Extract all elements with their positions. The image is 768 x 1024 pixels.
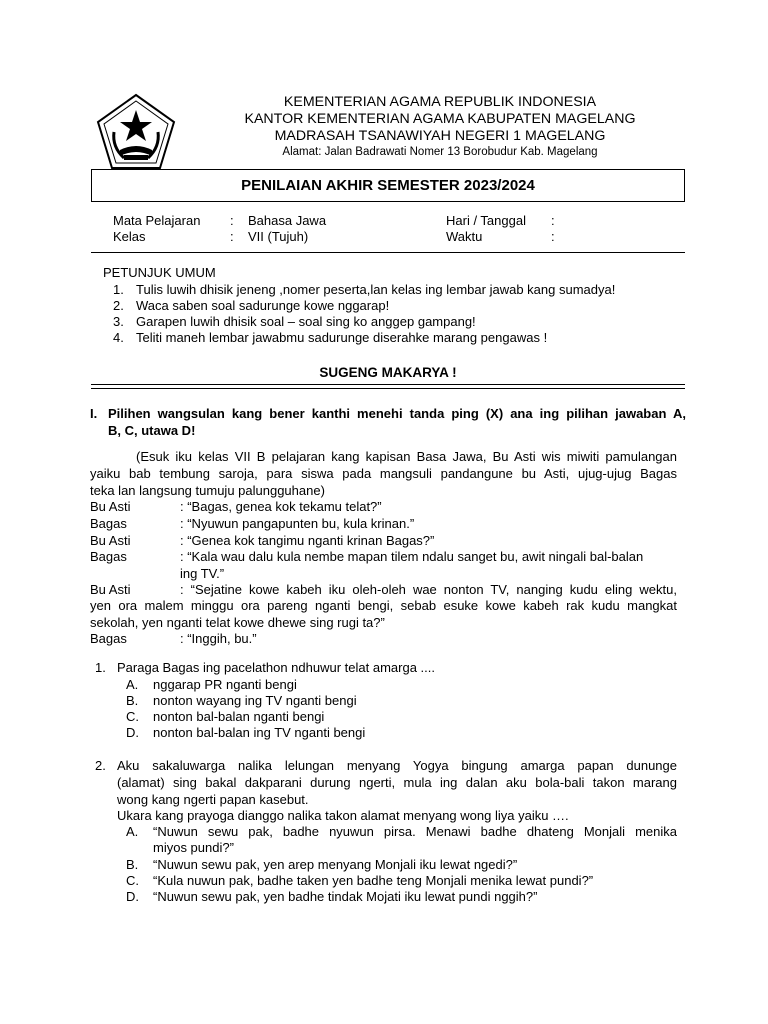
time-label: Waktu (446, 229, 483, 244)
instruction-num: 4. (113, 330, 124, 345)
day-colon: : (551, 213, 555, 228)
option-letter: C. (126, 709, 139, 724)
option-text: “Nuwun sewu pak, yen badhe tindak Mojati iku lewat pundi nggih?” (153, 889, 538, 904)
dialog-line: : “Inggih, bu.” (180, 631, 257, 646)
dialog-line: : “Kala wau dalu kula nembe mapan tilem ndalu sanget bu, awit ningali bal-balan (180, 549, 644, 564)
option-text: nonton bal-balan ing TV nganti bengi (153, 725, 366, 740)
instruction-item: Tulis luwih dhisik jeneng ,nomer peserta,lan kelas ing lembar jawab kang sumadya! (136, 282, 616, 297)
dialog-speaker: Bu Asti (90, 499, 131, 514)
option-letter: B. (126, 857, 139, 872)
dialog-line-cont: yen ora malem minggu ora pareng nganti bengi, sebab esuke kowe kabeh rak kudu mangkat (90, 598, 677, 613)
dialog-line-cont: ing TV.” (180, 566, 225, 581)
option-text: “Kula nuwun pak, badhe taken yen badhe teng Monjali menika lewat pundi?” (153, 873, 594, 888)
greeting-divider-top (91, 384, 685, 385)
story-paragraph: yaiku bab tembung saroja, para siswa pada mangsuli pandangune bu Asti, ujug-ujug Bagas (90, 466, 677, 481)
instruction-item: Teliti maneh lembar jawabmu sadurunge diserahke marang pengawas ! (136, 330, 548, 345)
option-letter: D. (126, 725, 139, 740)
dialog-speaker: Bagas (90, 549, 127, 564)
dialog-line: : “Bagas, genea kok tekamu telat?” (180, 499, 382, 514)
header-school: MADRASAH TSANAWIYAH NEGERI 1 MAGELANG (274, 128, 606, 144)
option-letter: B. (126, 693, 139, 708)
kemenag-emblem-icon (94, 92, 178, 172)
dialog-line: : “Sejatine kowe kabeh iku oleh-oleh wae nonton TV, nanging kudu eling wektu, (180, 582, 677, 597)
question-text: Aku sakaluwarga nalika lelungan menyang Yogya bingung amarga papan dununge (117, 758, 677, 773)
dialog-speaker: Bagas (90, 631, 127, 646)
instruction-num: 1. (113, 282, 124, 297)
question-number: 1. (95, 660, 106, 675)
header-address: Alamat: Jalan Badrawati Nomer 13 Borobudur Kab. Magelang (282, 146, 598, 158)
question-text: Ukara kang prayoga dianggo nalika takon alamat menyang wong liya yaiku …. (117, 808, 569, 823)
instructions-title: PETUNJUK UMUM (103, 265, 216, 280)
instruction-item: Garapen luwih dhisik soal – soal sing ko anggep gampang! (136, 314, 476, 329)
option-letter: A. (126, 824, 139, 839)
section-instruction-cont: B, C, utawa D! (108, 423, 196, 438)
exam-title: PENILAIAN AKHIR SEMESTER 2023/2024 (91, 169, 685, 202)
story-paragraph: (Esuk iku kelas VII B pelajaran kang kapisan Basa Jawa, Bu Asti wis miwiti pamulangan (136, 449, 677, 464)
option-letter: C. (126, 873, 139, 888)
dialog-speaker: Bu Asti (90, 582, 131, 597)
greeting-divider-bottom (91, 388, 685, 389)
subject-colon: : (230, 213, 234, 228)
option-text-cont: miyos pundi?” (153, 840, 234, 855)
instruction-num: 3. (113, 314, 124, 329)
class-value: VII (Tujuh) (248, 229, 309, 244)
option-letter: A. (126, 677, 139, 692)
story-paragraph: teka lan langsung tumuju palungguhane) (90, 483, 325, 498)
class-colon: : (230, 229, 234, 244)
greeting: SUGENG MAKARYA ! (319, 365, 457, 380)
question-text: (alamat) sing bakal dakparani durung ngerti, mula ing dalan aku bola-bali takon marang (117, 775, 677, 790)
instruction-item: Waca saben soal sadurunge kowe nggarap! (136, 298, 390, 313)
option-text: “Nuwun sewu pak, yen arep menyang Monjali iku lewat ngedi?” (153, 857, 518, 872)
section-number: I. (90, 406, 98, 421)
dialog-line-cont: sekolah, yen nganti telat kowe dhewe sing rugi ta?” (90, 615, 385, 630)
option-text: “Nuwun sewu pak, badhe nyuwun pirsa. Menawi badhe dhateng Monjali menika (153, 824, 677, 839)
subject-value: Bahasa Jawa (248, 213, 327, 228)
option-text: nonton wayang ing TV nganti bengi (153, 693, 357, 708)
time-colon: : (551, 229, 555, 244)
option-text: nggarap PR nganti bengi (153, 677, 297, 692)
dialog-speaker: Bu Asti (90, 533, 131, 548)
question-text: Paraga Bagas ing pacelathon ndhuwur telat amarga .... (117, 660, 435, 675)
question-text: wong kang ngerti papan kasebut. (117, 792, 309, 807)
dialog-line: : “Nyuwun pangapunten bu, kula krinan.” (180, 516, 415, 531)
question-number: 2. (95, 758, 106, 773)
class-label: Kelas (113, 229, 146, 244)
option-letter: D. (126, 889, 139, 904)
meta-divider (91, 252, 685, 253)
section-instruction: Pilihen wangsulan kang bener kanthi menehi tanda ping (X) ana ing pilihan jawaban A, (108, 406, 686, 421)
institution-logo (94, 92, 178, 172)
header-ministry: KEMENTERIAN AGAMA REPUBLIK INDONESIA (283, 94, 597, 110)
dialog-line: : “Genea kok tangimu nganti krinan Bagas?” (180, 533, 435, 548)
option-text: nonton bal-balan nganti bengi (153, 709, 325, 724)
subject-label: Mata Pelajaran (113, 213, 201, 228)
instruction-num: 2. (113, 298, 124, 313)
dialog-speaker: Bagas (90, 516, 127, 531)
header-office: KANTOR KEMENTERIAN AGAMA KABUPATEN MAGELANG (244, 111, 636, 127)
day-label: Hari / Tanggal (446, 213, 526, 228)
